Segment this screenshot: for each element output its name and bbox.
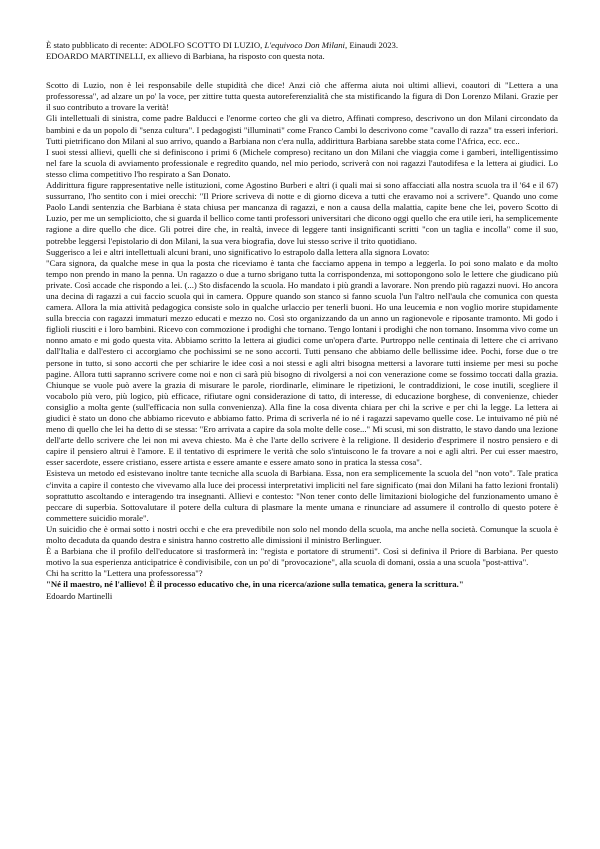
paragraph: Scotto di Luzio, non è lei responsabile delle stupidità che dice! Anzi ciò che afferma aiuta noi ultimi allievi, coautori di "Lettera a una professoressa", ad alzare un po' la voce, per zittire tutta questa autoreferenzialità che sta mistificando la figura di Don Lorenzo Milani. Grazie per il suo contributo a trovare la verità!: [46, 80, 558, 113]
reply-line: EDOARDO MARTINELLI, ex allievo di Barbiana, ha risposto con questa nota.: [46, 51, 325, 62]
signature: Edoardo Martinelli: [46, 590, 113, 601]
publication-note: [46, 40, 558, 62]
publication-line: [46, 40, 558, 51]
paragraph: I suoi stessi allievi, quelli che si definiscono i primi 6 (Michele compreso) recitano un don Milani che viaggia come i gamberi, intelligentissimo nel fare la scuola di avviamento professionale e regredito quando, nel mio periodo, scriverà con noi ragazzi l'autodifesa e la lettera ai giudici. Lo stesso clima competitivo l'ho respirato a San Donato.: [46, 146, 558, 179]
paragraph: Un suicidio che è ormai sotto i nostri occhi e che era prevedibile non solo nel mondo della scuola, ma anche nella società. Comunque la scuola è molto decaduta da quando destra e sinistra hanno costretto alle dimissioni il ministro Berlinguer.: [46, 523, 558, 546]
paragraph: Chi ha scritto la "Lettera una professoressa"?: [46, 568, 203, 579]
paragraph: È a Barbiana che il profilo dell'educatore si trasformerà in: "regista e portatore di strumenti". Così si definiva il Priore di Barbiana. Per questo motivo la sua esperienza anticipatrice è condivisibile, con un po' di "provocazione", alla scuola di domani, ossia a una scuola "post-attiva".: [46, 546, 558, 568]
paragraph: Addirittura figure rappresentative nelle istituzioni, come Agostino Burberi e altri (i quali mai si sono affacciati alla nostra scuola tra il '64 e il 67) sussurrano, l'ho sentito con i miei orecchi: "Il Priore scriveva di notte e di giorno diceva a tutti che eravamo noi a scrivere". Quando uno come Paolo Landi sentenzia che Barbiana è stata chiusa per mancanza di ragazzi, e non a causa della malattia, capite bene che lei, povero Scotto di Luzio, per me un sempliciotto, che si guarda il bellico come tanti professori universitari che dicono oggi quello che era utile ieri, ha semplicemente ragione a dire quello che dice. Gli potrei dire che, in realtà, invece di leggere tanti insignificanti scritti "con un taglia e incolla" come il suo, potrebbe leggersi l'epistolario di don Milani, la sua vera biografia, dove lui stesso scrive il trito quotidiano.: [46, 180, 558, 246]
publication-suffix: , Einaudi 2023.: [344, 40, 399, 50]
quoted-letter: "Cara signora, da qualche mese in qua la posta che riceviamo è tanta che facciamo appena in tempo a leggerla. Io poi sono malato e da molto tempo non prendo in mano la penna. Un ragazzo o due a turno sbrigano tutta la corrispondenza, mi sottopongono solo le lettere che giudicano più private. Così accade che rispondo a lei. (...) Sto disfacendo la scuola. Ho mandato i più grandi a lavorare. Non prendo più ragazzi nuovi. Ho ancora una decina di ragazzi a cui faccio scuola qui in camera. Oppure quando son stanco si fanno scuola l'un l'altro nell'aula che comunica con questa camera. Allora la mia attività pedagogica consiste solo in qualche urlaccio per tenerli buoni. Ho una leucemia e non voglio morire stupidamente sulla breccia con ragazzi immaturi mezzo educati e mezzo no. Così sto organizzando da un anno un ragionevole e riposante tramonto. Mi godo i figlioli riusciti e i loro bambini. Ricevo con commozione i prodighi che tornano. Tengo lontani i prodighi che non tornano. Insomma vivo come un nonno amato e mi godo questa vita. Abbiamo scritto la lettera ai giudici come un'opera d'arte. Purtroppo nelle centinaia di lettere che ci arrivano dall'Italia e dall'estero ci accorgiamo che pochissimi se ne sono accorti. Tutti pensano che abbiamo delle bellissime idee. Pochi, forse due o tre persone in tutto, si sono accorti che per schiarire le idee così a noi stessi e agli altri bisogna mettersi a lavorare tutti insieme per mesi su poche pagine. Allora tutti sapranno scrivere come noi e non ci sarà più bisogno di rivolgersi a noi con venerazione come se fossimo toccati dalla grazia. Chiunque se vuole può avere la grazia di misurare le parole, riordinarle, eliminare le ripetizioni, le contraddizioni, le cose inutili, scegliere il vocabolo più vero, più logico, più efficace, rifiutare ogni considerazione di tatto, di interesse, di educazione borghese, di convenienze, chieder consiglio a molta gente (sull'efficacia non sulla convenienza). Alla fine la cosa diventa chiara per chi la scrive e per chi la legge. La lettera ai giudici è stato un dono che abbiamo ricevuto e abbiamo fatto. Prima di scriverla né io né i ragazzi sapevamo quelle cose. Le intuivamo né più né meno di quello che lei ha detto di se stessa: "Ero arrivata a capire da sola molte delle cose..." Mi scusi, mi son distratto, le stavo dando una lezione dell'arte dello scrivere che lei non mi aveva chiesto. Ma è che l'arte dello scrivere è la religione. Il desiderio d'esprimere il nostro pensiero e di capire il pensiero altrui è l'amore. E il tentativo di esprimere le verità che solo s'intuiscono le fa trovare a noi e agli altri. Per cui esser maestro, esser sacerdote, essere cristiano, essere artista e essere amante e essere amato sono in pratica la stessa cosa".: [46, 257, 558, 468]
closing-statement: "Né il maestro, né l'allievo! È il processo educativo che, in una ricerca/azione sulla tematica, genera la scrittura.": [46, 579, 464, 590]
book-title: L'equivoco Don Milani: [264, 40, 345, 50]
paragraph: Suggerisco a lei e altri intellettuali alcuni brani, uno significativo lo estrapolo dalla lettera alla signora Lovato:: [46, 246, 430, 257]
document-page: [46, 40, 558, 602]
paragraph: Esisteva un metodo ed esistevano inoltre tante tecniche alla scuola di Barbiana. Essa, non era semplicemente la scuola del "non voto". Tale pratica c'invita a capire il contesto che vivevamo alla luce dei processi interpretativi impliciti nel fare significato (mai don Milani ha fatto lezioni frontali) soprattutto ascoltando e interagendo tra insegnanti. Allievi e contesto: "Non tener conto delle limitazioni biologiche del funzionamento umano è peccare di superbia. Sottovalutare il potere della cultura di plasmare la mente umana e rinunciare ad assumere il controllo di questo potere è commettere suicidio morale".: [46, 468, 558, 523]
publication-prefix: È stato pubblicato di recente:: [46, 40, 150, 50]
paragraph: Gli intellettuali di sinistra, come padre Balducci e l'enorme corteo che gli va dietro, Affinati compreso, descrivono un don Milani circondato da bambini e da un popolo di "senza cultura". I pedagogisti "illuminati" come Franco Cambi lo descrivono come "cavallo di razza" tra esseri inferiori. Tutti pietrificano don Milani al suo arrivo, quando a Barbiana non c'era nulla, addirittura Barbiana sarebbe stata come l'Africa, ecc. ecc..: [46, 113, 558, 146]
letter-body: [46, 80, 558, 601]
book-author: ADOLFO SCOTTO DI LUZIO,: [149, 40, 265, 50]
